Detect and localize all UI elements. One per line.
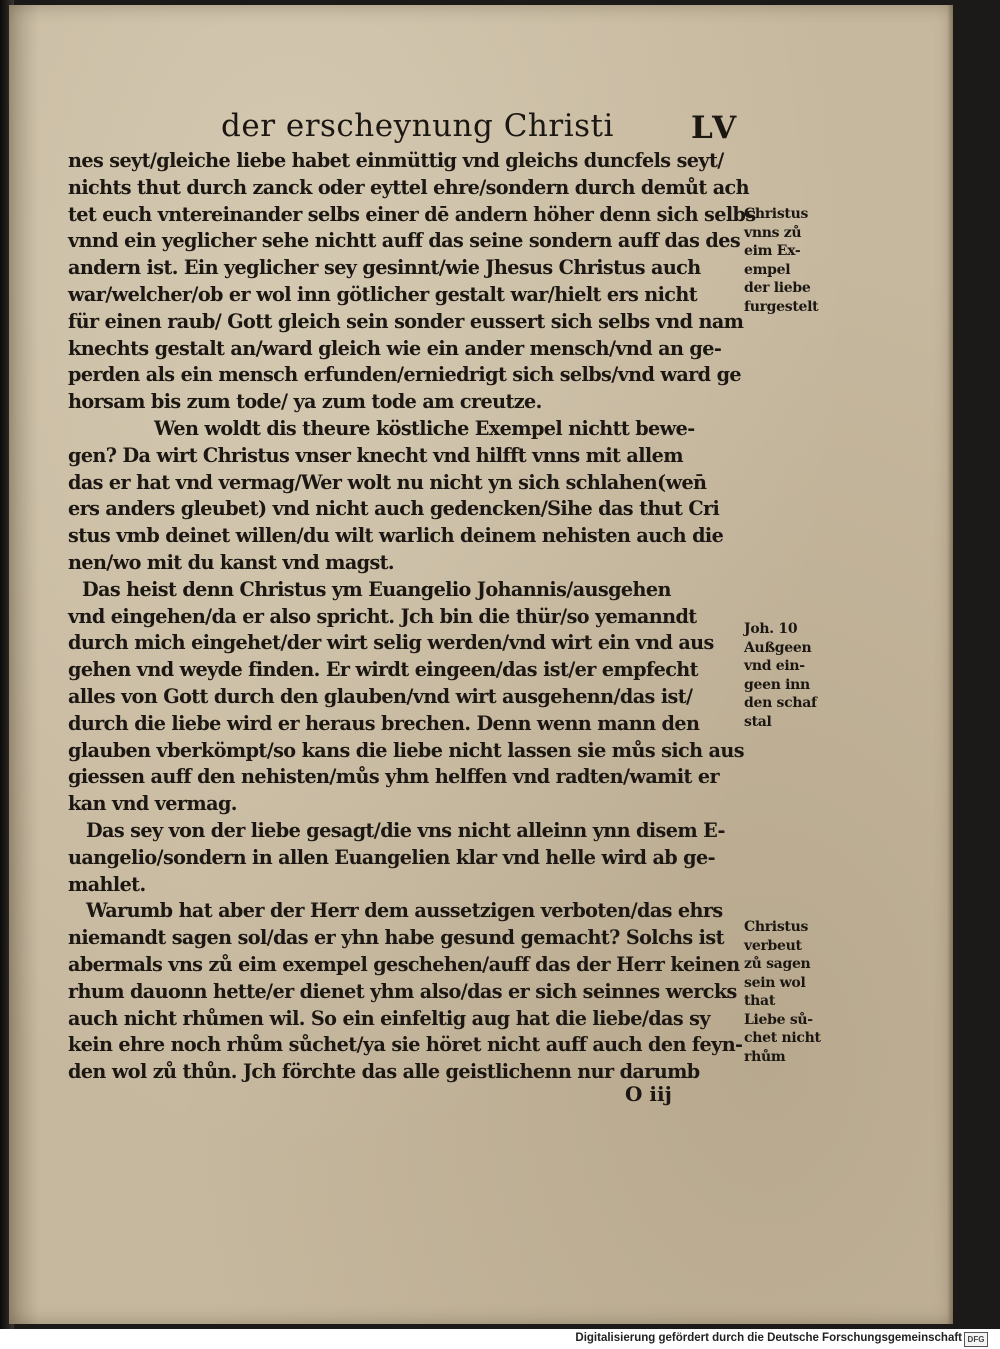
text-line: nes seyt/gleiche liebe habet einmüttig vnd gleichs duncfels seyt/	[68, 149, 724, 172]
margin-note-line: der liebe	[744, 280, 811, 296]
margin-note-line: verbeut	[744, 937, 802, 954]
margin-note	[744, 918, 824, 1066]
text-line: ers anders gleubet) vnd nicht auch gedencken/Sihe das thut Cri	[68, 497, 720, 521]
text-line: gen? Da wirt Christus vnser knecht vnd hilfft vnns mit allem	[68, 443, 683, 467]
text-line: vnd eingehen/da er also spricht. Jch bin die thür/so yemanndt	[68, 604, 697, 628]
text-line: rhum dauonn hette/er dienet yhm also/das er sich seinnes wercks	[68, 979, 737, 1003]
text-line: für einen raub/ Gott gleich sein sonder eussert sich selbs vnd nam	[68, 309, 744, 333]
text-line: den wol zů thůn. Jch förchte das alle geistlichenn nur darumb	[68, 1060, 700, 1084]
text-line: andern ist. Ein yeglicher sey gesinnt/wie Jhesus Christus auch	[68, 256, 701, 280]
margin-note	[744, 620, 824, 731]
margin-note-line: Außgeen	[744, 639, 812, 656]
margin-note-line: zů sagen	[744, 956, 811, 972]
funding-credit: Digitalisierung gefördert durch die Deutsche Forschungsgemeinschaft	[575, 1332, 962, 1344]
margin-note-line: stal	[744, 713, 772, 730]
text-line: mahlet.	[68, 872, 146, 896]
text-line: Warumb hat aber der Herr dem aussetzigen verboten/das ehrs	[86, 899, 723, 923]
text-line: nichts thut durch zanck oder eyttel ehre/sondern durch demůt ach	[68, 175, 749, 199]
text-line: alles von Gott durch den glauben/vnd wirt ausgehenn/das ist/	[68, 684, 693, 708]
margin-note-line: den schaf	[744, 695, 817, 711]
text-line: knechts gestalt an/ward gleich wie ein ander mensch/vnd an ge-	[68, 336, 722, 360]
margin-note-line: chet nicht	[744, 1030, 821, 1046]
margin-note-line: sein wol	[744, 974, 806, 991]
margin-note-line: rhům	[744, 1048, 786, 1065]
text-line: stus vmb deinet willen/du wilt warlich deinem nehisten auch die	[68, 524, 724, 548]
text-line: auch nicht rhůmen wil. So ein einfeltig aug hat die liebe/das sy	[68, 1006, 710, 1030]
text-line: perden als ein mensch erfunden/erniedrigt sich selbs/vnd ward ge	[68, 363, 741, 387]
margin-note-line: Christus	[744, 919, 809, 935]
text-line: war/welcher/ob er wol inn götlicher gestalt war/hielt ers nicht	[68, 282, 698, 306]
margin-note-line: Christus	[744, 206, 809, 222]
margin-note-line: vnd ein-	[744, 658, 805, 674]
text-line: das er hat vnd vermag/Wer wolt nu nicht yn sich schlahen(wen̄	[68, 470, 707, 494]
text-line: giessen auff den nehisten/můs yhm helffen vnd radten/wamit er	[68, 765, 720, 789]
text-line: Das heist denn Christus ym Euangelio Johannis/ausgehen	[82, 577, 671, 601]
text-line: uangelio/sondern in allen Euangelien klar vnd helle wird ab ge-	[68, 845, 715, 869]
text-line: niemandt sagen sol/das er yhn habe gesund gemacht? Solchs ist	[68, 926, 724, 950]
margin-note-line: furgestelt	[744, 298, 819, 315]
main-text-block	[68, 148, 756, 1086]
text-line: tet euch vntereinander selbs einer dē andern höher denn sich selbs	[68, 202, 756, 226]
margin-note-line: Liebe sů-	[744, 1011, 813, 1028]
credit-bar	[0, 1329, 1000, 1349]
margin-note-line: vnns zů	[744, 224, 802, 241]
text-line: durch die liebe wird er heraus brechen. Denn wenn mann den	[68, 711, 700, 735]
text-line: glauben vberkömpt/so kans die liebe nicht lassen sie můs sich aus	[68, 738, 744, 762]
margin-note-line: eim Ex-	[744, 243, 801, 259]
folio-number: LV	[691, 110, 740, 146]
signature-mark: O iij	[625, 1082, 672, 1106]
text-line: kein ehre noch rhům sůchet/ya sie höret nicht auff auch den feyn-	[68, 1033, 743, 1057]
margin-note-line: empel	[744, 261, 791, 278]
margin-note	[744, 205, 824, 316]
text-line: Das sey von der liebe gesagt/die vns nicht alleinn ynn disem E-	[86, 818, 725, 842]
dfg-logo: DFG	[964, 1332, 988, 1347]
text-line: Wen woldt dis theure köstliche Exempel nichtt bewe-	[154, 416, 695, 440]
running-head: der erscheynung Christi	[221, 108, 614, 144]
text-line: abermals vns zů eim exempel geschehen/auff das der Herr keinen	[68, 952, 740, 976]
text-line: nen/wo mit du kanst vnd magst.	[68, 550, 395, 574]
text-line: kan vnd vermag.	[68, 792, 237, 816]
margin-note-line: that	[744, 993, 775, 1009]
text-line: horsam bis zum tode/ ya zum tode am creutze.	[68, 390, 542, 414]
text-line: durch mich eingehet/der wirt selig werden/vnd wirt ein vnd aus	[68, 631, 714, 655]
text-line: vnnd ein yeglicher sehe nichtt auff das seine sondern auff das des	[68, 229, 741, 253]
text-line: gehen vnd weyde finden. Er wirdt eingeen/das ist/er empfecht	[68, 658, 698, 682]
margin-note-line: Joh. 10	[744, 621, 798, 637]
margin-note-line: geen inn	[744, 676, 810, 693]
page-edge	[947, 5, 953, 1324]
